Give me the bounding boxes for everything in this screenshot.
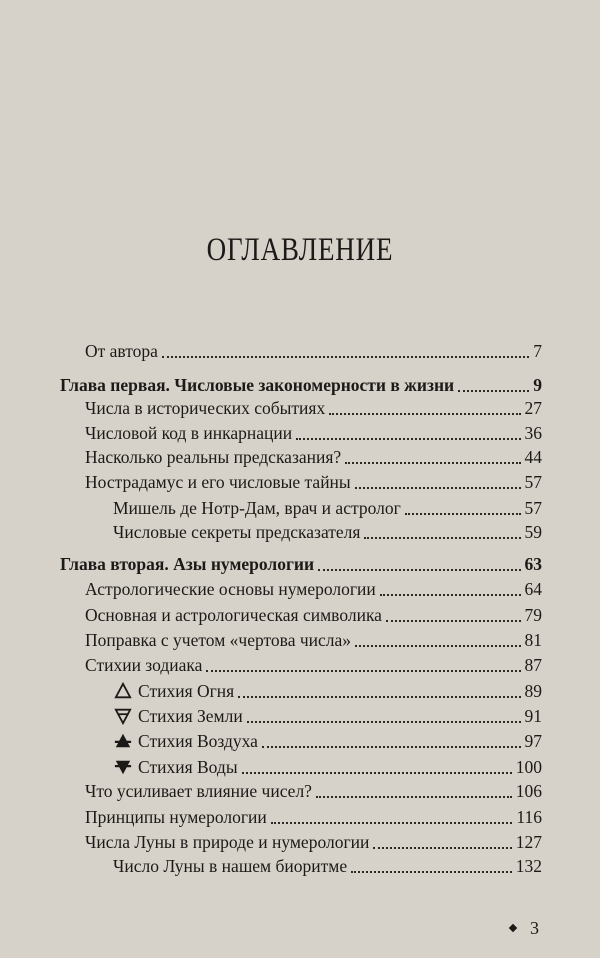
dot-leader — [316, 796, 512, 798]
toc-entry-row[interactable] — [85, 422, 542, 444]
toc-entry-label — [138, 730, 258, 752]
toc-entry-text: Стихия Огня — [138, 681, 235, 701]
dot-leader — [206, 670, 520, 672]
toc-entry-label — [85, 806, 267, 828]
toc-entry-row[interactable] — [113, 521, 542, 543]
toc-entry-row[interactable] — [113, 680, 542, 702]
toc-entry-label — [85, 831, 369, 853]
toc-entry-text: Принципы нумерологии — [85, 807, 267, 827]
dot-leader — [318, 569, 520, 571]
toc-entry-text: Числовой код в инкарнации — [85, 423, 293, 443]
diamond-ornament-icon — [509, 924, 517, 932]
toc-entry-row[interactable] — [113, 705, 542, 727]
toc-entry-label — [85, 340, 158, 362]
toc-entry-row[interactable] — [85, 831, 542, 853]
toc-entry-row[interactable] — [85, 604, 542, 626]
toc-entry-text: От автора — [85, 341, 158, 361]
toc-page-number: 79 — [524, 605, 542, 625]
toc-entry-row[interactable] — [113, 730, 542, 752]
toc-entry-label — [85, 397, 325, 419]
water-triangle-icon — [113, 756, 133, 778]
fire-triangle-icon — [113, 680, 133, 702]
dot-leader — [296, 438, 520, 440]
toc-page-number: 57 — [524, 498, 542, 518]
toc-page-number: 100 — [515, 757, 542, 777]
toc-page-number: 44 — [524, 447, 542, 467]
toc-entry-label — [113, 521, 360, 543]
page-number-value: 3 — [530, 918, 539, 938]
dot-leader — [458, 390, 529, 392]
toc-page-number: 106 — [515, 781, 542, 801]
toc-entry-label — [85, 780, 312, 802]
toc-page-number: 97 — [524, 731, 542, 751]
toc-entry-label — [60, 374, 454, 396]
dot-leader — [262, 746, 521, 748]
toc-entry-text: Поправка с учетом «чертова числа» — [85, 630, 352, 650]
toc-entry-label — [85, 629, 351, 651]
toc-page-number: 57 — [524, 472, 542, 492]
toc-page-number: 81 — [524, 630, 542, 650]
toc-page-number: 89 — [524, 681, 542, 701]
toc-entry-label — [138, 756, 238, 778]
toc-entry-label — [113, 497, 401, 519]
dot-leader — [373, 847, 511, 849]
toc-entry-label — [85, 471, 351, 493]
toc-entry-text: Насколько реальны предсказания? — [85, 447, 342, 467]
toc-entry-row[interactable] — [85, 397, 542, 419]
toc-entry-row[interactable] — [85, 340, 542, 362]
toc-entry-label — [60, 553, 314, 575]
toc-page-number: 9 — [533, 375, 542, 395]
page-number — [510, 918, 539, 939]
toc-entry-row[interactable] — [113, 855, 542, 877]
dot-leader — [345, 462, 520, 464]
toc-entry-text: Числовые секреты предсказателя — [113, 522, 361, 542]
toc-entry-text: Мишель де Нотр-Дам, врач и астролог — [113, 498, 401, 518]
toc-page-number: 63 — [524, 554, 542, 574]
toc-page-number: 127 — [515, 832, 542, 852]
toc-page-number: 7 — [533, 341, 542, 361]
dot-leader — [238, 696, 520, 698]
toc-page-number: 64 — [524, 579, 542, 599]
toc-entry-text: Числа Луны в природе и нумерологии — [85, 832, 370, 852]
dot-leader — [380, 594, 521, 596]
toc-entry-text: Астрологические основы нумерологии — [85, 579, 376, 599]
toc-entry-label — [85, 604, 382, 626]
toc-entry-row[interactable] — [85, 654, 542, 676]
toc-page-number: 116 — [516, 807, 542, 827]
toc-entry-label — [85, 422, 292, 444]
dot-leader — [351, 871, 512, 873]
dot-leader — [162, 356, 529, 358]
dot-leader — [386, 620, 521, 622]
toc-page-number: 59 — [524, 522, 542, 542]
toc-entry-row[interactable] — [113, 756, 542, 778]
toc-page-number: 36 — [524, 423, 542, 443]
earth-triangle-icon — [113, 705, 133, 727]
dot-leader — [364, 537, 520, 539]
dot-leader — [329, 413, 520, 415]
toc-entry-text: Стихии зодиака — [85, 655, 203, 675]
toc-page-number: 91 — [524, 706, 542, 726]
toc-entry-label — [113, 855, 347, 877]
toc-entry-text: Основная и астрологическая символика — [85, 605, 382, 625]
toc-entry-row[interactable] — [85, 780, 542, 802]
toc-entry-label — [138, 705, 243, 727]
toc-heading: ОГЛАВЛЕНИЕ — [206, 232, 394, 268]
toc-entry-row[interactable] — [85, 446, 542, 468]
toc-entry-text: Нострадамус и его числовые тайны — [85, 472, 351, 492]
toc-page-number: 27 — [524, 398, 542, 418]
toc-page-number: 132 — [515, 856, 542, 876]
toc-entry-row[interactable] — [85, 471, 542, 493]
toc-page-number: 87 — [524, 655, 542, 675]
toc-entry-text: Числа в исторических событиях — [85, 398, 326, 418]
toc-entry-label — [85, 578, 376, 600]
toc-chapter-row[interactable] — [60, 374, 542, 396]
toc-entry-text: Глава вторая. Азы нумерологии — [60, 554, 315, 574]
dot-leader — [242, 772, 512, 774]
toc-chapter-row[interactable] — [60, 553, 542, 575]
toc-entry-row[interactable] — [113, 497, 542, 519]
toc-entry-text: Стихия Воды — [138, 757, 238, 777]
dot-leader — [271, 822, 513, 824]
toc-entry-text: Стихия Земли — [138, 706, 243, 726]
toc-entry-label — [138, 680, 234, 702]
toc-entry-text: Глава первая. Числовые закономерности в жизни — [60, 375, 455, 395]
toc-entry-text: Что усиливает влияние чисел? — [85, 781, 312, 801]
toc-entry-label — [85, 446, 341, 468]
dot-leader — [247, 721, 521, 723]
toc-entry-text: Стихия Воздуха — [138, 731, 258, 751]
toc-entry-row[interactable] — [85, 806, 542, 828]
toc-entry-row[interactable] — [85, 578, 542, 600]
toc-entry-label — [85, 654, 202, 676]
air-triangle-icon — [113, 730, 133, 752]
dot-leader — [405, 513, 521, 515]
toc-entry-row[interactable] — [85, 629, 542, 651]
toc-entry-text: Число Луны в нашем биоритме — [113, 856, 348, 876]
dot-leader — [355, 487, 521, 489]
dot-leader — [355, 645, 520, 647]
